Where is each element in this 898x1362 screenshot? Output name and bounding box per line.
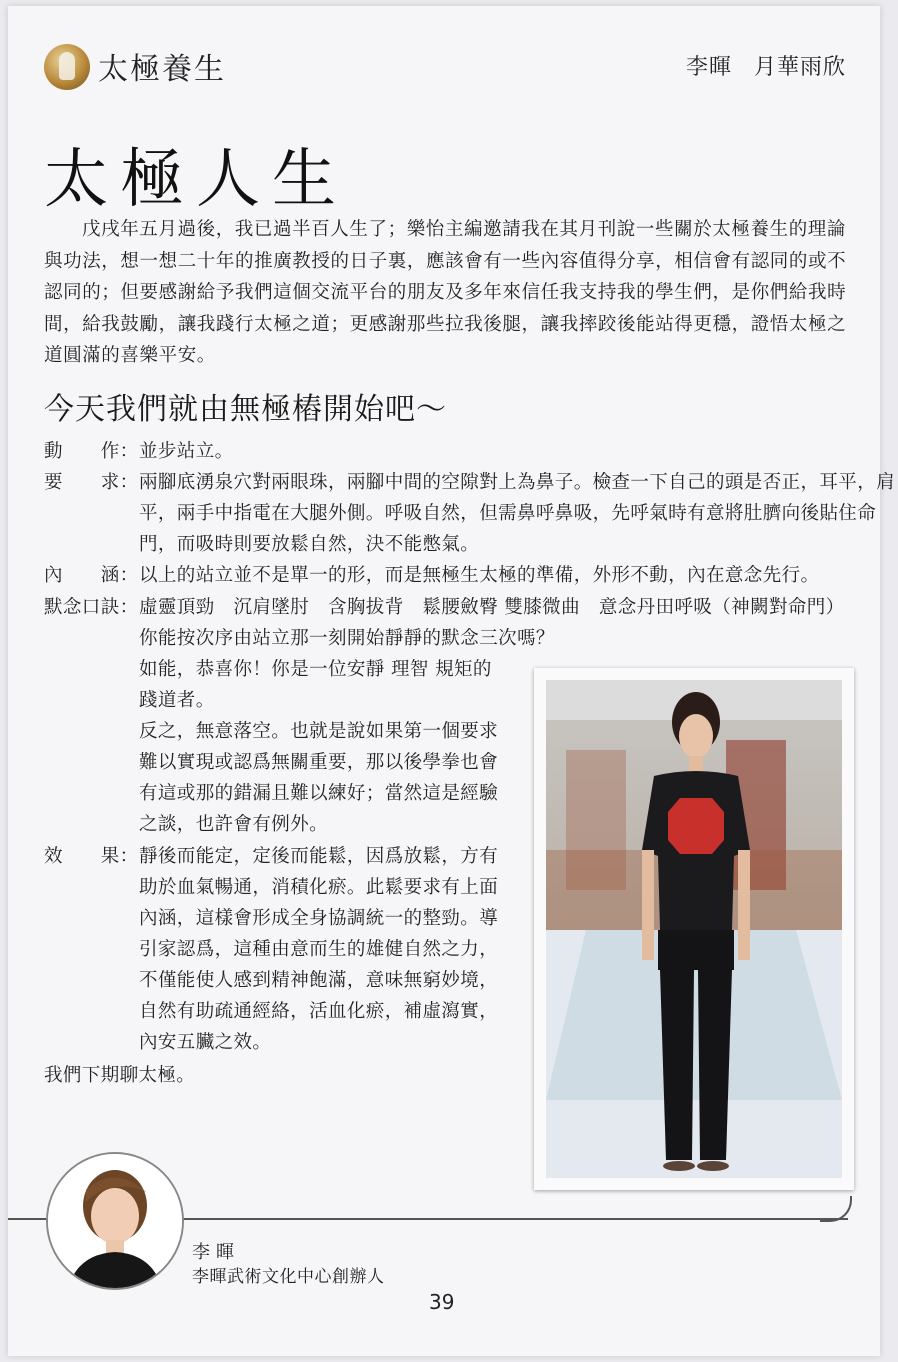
item-text: 靜後而能定，定後而能鬆，因爲放鬆，方有助於血氣暢通，消積化瘀。此鬆要求有上面內涵，這樣會形成全身協調統一的整勁。導引家認爲，這種由意而生的雄健自然之力，不僅能使人感到精神飽滿，意味無窮妙境，自然有助疏通經絡，活血化瘀，補虛瀉實，內安五臟之效。 [139, 846, 499, 1053]
item-text: 兩腳底湧泉穴對兩眼珠，兩腳中間的空隙對上為鼻子。檢查一下自己的頭是否正，耳平，肩平，兩手中指電在大腿外側。呼吸自然，但需鼻呼鼻吸，先呼氣時有意將肚臍向後貼住命門，而吸時則要放鬆自然，決不能憋氣。 [139, 472, 896, 555]
item-text: 並步站立。 [139, 441, 234, 462]
author-name: 月華雨欣 [753, 55, 846, 80]
byline [686, 50, 846, 81]
closing-line: 我們下期聊太極。 [44, 1065, 196, 1086]
author-portrait-photo [48, 1154, 182, 1288]
item-label: 默念口訣： [44, 597, 139, 618]
page-number: 39 [429, 1290, 455, 1314]
author-name-footer: 李暉 [192, 1242, 240, 1263]
author-portrait [46, 1152, 184, 1290]
standing-pose-photo [546, 680, 842, 1178]
item-text: 以上的站立並不是單一的形，而是無極生太極的準備，外形不動，內在意念先行。 [139, 565, 820, 586]
item-label: 要 求： [44, 472, 139, 493]
section-title: 太極養生 [98, 52, 226, 87]
taichi-figure-icon [44, 44, 90, 90]
author-name: 李暉 [685, 55, 732, 80]
item-label: 動 作： [44, 441, 139, 462]
article-title: 太極人生 [44, 143, 348, 217]
item-label: 效 果： [44, 846, 139, 867]
author-role: 李暉武術文化中心創辦人 [192, 1267, 385, 1287]
item-label: 內 涵： [44, 565, 139, 586]
intro-paragraph: 戊戌年五月過後，我已過半百人生了；樂怡主編邀請我在其月刊說一些關於太極養生的理論與功法，想一想二十年的推廣教授的日子裏，應該會有一些內容值得分享，相信會有認同的或不認同的；但要感謝給予我們這個交流平台的朋友及多年來信任我支持我的學生們，是你們給我時間，給我鼓勵，讓我踐行太極之道；更感謝那些拉我後腿，讓我摔跤後能站得更穩，證悟太極之道圓滿的喜樂平安。 [44, 219, 847, 366]
instructor-photo [534, 668, 854, 1190]
subheading: 今天我們就由無極樁開始吧～ [44, 392, 447, 427]
item-text: 虛靈頂勁 沉肩墜肘 含胸拔背 鬆腰斂臀 雙膝微曲 意念丹田呼吸（神闕對命門） [139, 597, 845, 618]
